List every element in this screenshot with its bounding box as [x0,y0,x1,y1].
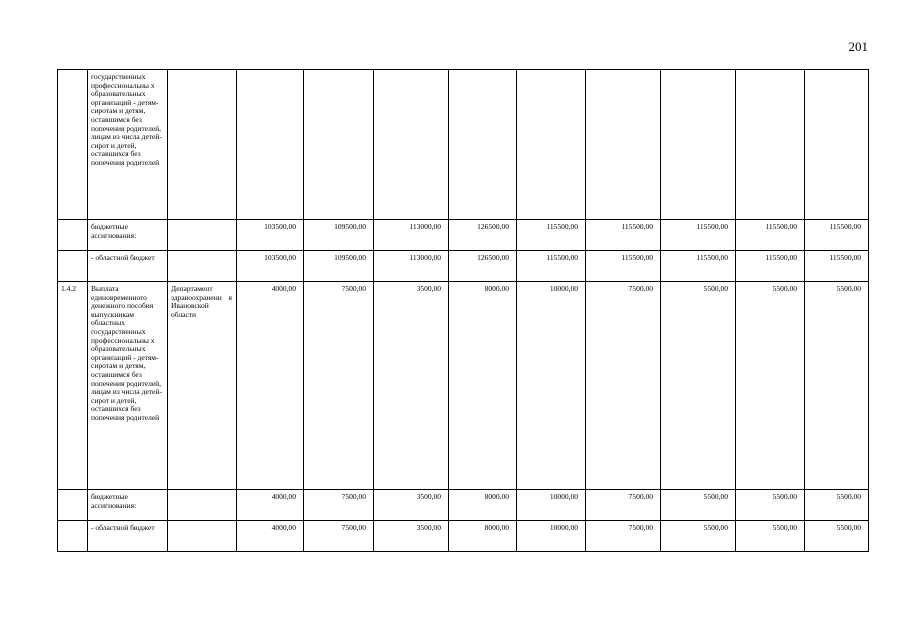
table-row [58,220,869,251]
row-value-cell: 5500,00 [661,490,736,521]
row-value-cell: 115500,00 [661,220,736,251]
row-value-cell: 5500,00 [661,282,736,490]
row-value-cell [304,70,374,220]
row-value-cell: 115500,00 [736,251,805,282]
row-value-cell: 7500,00 [586,490,661,521]
row-value-cell: 5500,00 [736,490,805,521]
row-value-cell: 5500,00 [805,490,869,521]
row-value-cell: 3500,00 [374,521,449,552]
row-value-cell: 7500,00 [304,282,374,490]
row-executor-cell: Департамент здравоохранени я Ивановской области [168,282,237,490]
row-value-cell: 3500,00 [374,282,449,490]
row-value-cell: 5500,00 [805,521,869,552]
row-value-cell: 10000,00 [517,282,586,490]
row-value-cell: 4000,00 [237,282,304,490]
row-value-cell [237,70,304,220]
row-value-cell: 126500,00 [449,251,517,282]
budget-table [57,69,869,552]
row-value-cell: 7500,00 [586,521,661,552]
row-value-cell: 10000,00 [517,490,586,521]
page-number: 201 [848,39,868,54]
row-value-cell: 109500,00 [304,220,374,251]
row-executor-cell [168,220,237,251]
row-executor-cell [168,251,237,282]
row-code-cell [58,70,88,220]
row-value-cell: 5500,00 [805,282,869,490]
table-row [58,490,869,521]
row-name-cell: бюджетные ассигнования: [88,220,168,251]
row-value-cell [736,70,805,220]
row-executor-cell [168,521,237,552]
table-body [58,70,869,552]
row-value-cell: 3500,00 [374,490,449,521]
row-code-cell [58,521,88,552]
row-value-cell: 113000,00 [374,251,449,282]
row-value-cell: 103500,00 [237,251,304,282]
row-name-cell: Выплата единовременного денежного пособия выпускникам областных государственных профессиональны х образовательных организаций - детям-сиротам и детям, оставшимся без попечения родителей, лицам из числа детей-сирот и детей, оставшихся без попечения родителей [88,282,168,490]
row-value-cell: 126500,00 [449,220,517,251]
row-value-cell: 103500,00 [237,220,304,251]
row-value-cell: 115500,00 [736,220,805,251]
row-executor-cell [168,490,237,521]
row-code-cell [58,490,88,521]
row-value-cell: 7500,00 [586,282,661,490]
row-value-cell: 5500,00 [661,521,736,552]
row-name-cell: - областной бюджет [88,251,168,282]
row-value-cell: 7500,00 [304,490,374,521]
row-value-cell: 8000,00 [449,490,517,521]
row-value-cell: 10000,00 [517,521,586,552]
row-value-cell: 109500,00 [304,251,374,282]
row-value-cell: 8000,00 [449,521,517,552]
row-value-cell [805,70,869,220]
row-name-cell: бюджетные ассигнования: [88,490,168,521]
table-row [58,70,869,220]
row-name-cell: - областной бюджет [88,521,168,552]
row-value-cell: 115500,00 [661,251,736,282]
row-value-cell: 115500,00 [586,251,661,282]
table-row [58,251,869,282]
row-value-cell [449,70,517,220]
row-value-cell: 115500,00 [805,251,869,282]
row-value-cell: 115500,00 [517,220,586,251]
row-value-cell: 115500,00 [586,220,661,251]
row-code-cell: 1.4.2 [58,282,88,490]
table-row [58,282,869,490]
row-value-cell [374,70,449,220]
row-value-cell: 4000,00 [237,521,304,552]
row-value-cell [517,70,586,220]
row-name-cell: государственных профессиональны х образовательных организаций - детям-сиротам и детям, оставшимся без попечения родителей, лицам из числа детей-сирот и детей, оставшихся без попечения родителей [88,70,168,220]
table-row [58,521,869,552]
row-code-cell [58,220,88,251]
row-value-cell: 5500,00 [736,282,805,490]
row-value-cell [661,70,736,220]
row-value-cell: 7500,00 [304,521,374,552]
row-value-cell [586,70,661,220]
row-code-cell [58,251,88,282]
row-value-cell: 115500,00 [517,251,586,282]
row-value-cell: 115500,00 [805,220,869,251]
row-value-cell: 113000,00 [374,220,449,251]
row-value-cell: 8000,00 [449,282,517,490]
row-executor-cell [168,70,237,220]
row-value-cell: 5500,00 [736,521,805,552]
row-value-cell: 4000,00 [237,490,304,521]
